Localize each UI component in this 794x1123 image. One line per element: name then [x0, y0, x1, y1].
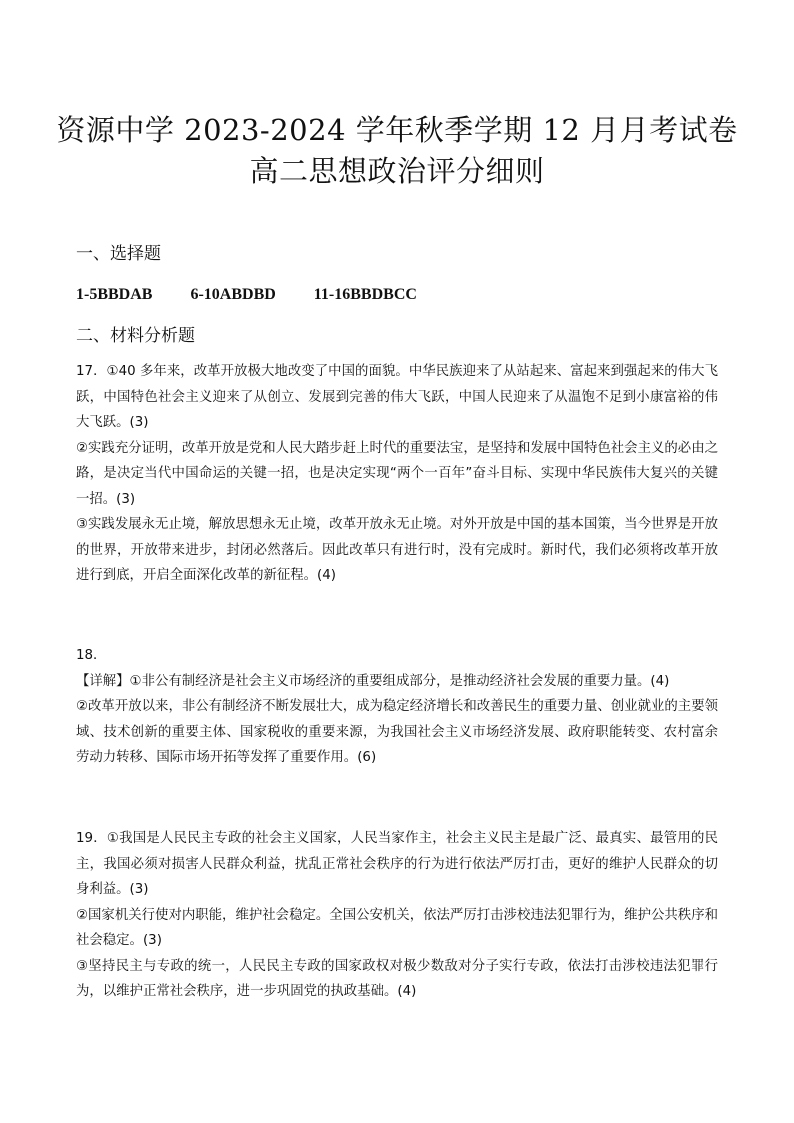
question-19: [76, 826, 718, 1005]
q17-point-1: 17．①40 多年来，改革开放极大地改变了中国的面貌。中华民族迎来了从站起来、富起来到强起来的伟大飞跃，中国特色社会主义迎来了从创立、发展到完善的伟大飞跃，中国人民迎来了从温饱不足到小康富裕的伟大飞跃。(3): [76, 364, 718, 430]
answer-group-1-5: 1-5BBDAB: [76, 286, 153, 303]
q17-point-3: ③实践发展永无止境，解放思想永无止境，改革开放永无止境。对外开放是中国的基本国策，当今世界是开放的世界，开放带来进步，封闭必然落后。因此改革只有进行时，没有完成时。新时代，我们必须将改革开放进行到底，开启全面深化改革的新征程。(4): [76, 517, 718, 583]
question-18: [76, 643, 718, 771]
q17-point-2: ②实践充分证明，改革开放是党和人民大踏步赶上时代的重要法宝，是坚持和发展中国特色社会主义的必由之路，是决定当代中国命运的关键一招，也是决定实现“两个一百年”奋斗目标、实现中华民族伟大复兴的关键一招。(3): [76, 440, 718, 507]
answer-group-6-10: 6-10ABDBD: [190, 286, 276, 303]
section-heading-choice: 一、选择题: [76, 244, 161, 264]
q19-point-2: ②国家机关行使对内职能，维护社会稳定。全国公安机关，依法严厉打击涉校违法犯罪行为，维护公共秩序和社会稳定。(3): [76, 907, 718, 948]
q18-number: 18．: [76, 648, 107, 663]
q19-point-3: ③坚持民主与专政的统一，人民民主专政的国家政权对极少数敌对分子实行专政，依法打击涉校违法犯罪行为，以维护正常社会秩序，进一步巩固党的执政基础。(4): [76, 958, 718, 999]
q19-point-1: 19．①我国是人民民主专政的社会主义国家，人民当家作主，社会主义民主是最广泛、最真实、最管用的民主，我国必须对损害人民群众利益，扰乱正常社会秩序的行为进行依法严厉打击，更好的维护人民群众的切身利益。(3): [76, 831, 718, 897]
question-17: [76, 359, 718, 589]
q18-point-2: ②改革开放以来，非公有制经济不断发展壮大，成为稳定经济增长和改善民生的重要力量、创业就业的主要领域、技术创新的重要主体、国家税收的重要来源，为我国社会主义市场经济发展、政府职能转变、农村富余劳动力转移、国际市场开拓等发挥了重要作用。(6): [76, 699, 718, 765]
choice-answers: [76, 286, 417, 304]
page-title: 资源中学 2023-2024 学年秋季学期 12 月月考试卷: [56, 113, 738, 147]
answer-group-11-16: 11-16BBDBCC: [313, 286, 417, 303]
q18-point-1: 【详解】①非公有制经济是社会主义市场经济的重要组成部分，是推动经济社会发展的重要力量。(4): [76, 673, 670, 689]
page-subtitle: 高二思想政治评分细则: [249, 154, 545, 188]
section-heading-analysis: 二、材料分析题: [76, 326, 195, 346]
